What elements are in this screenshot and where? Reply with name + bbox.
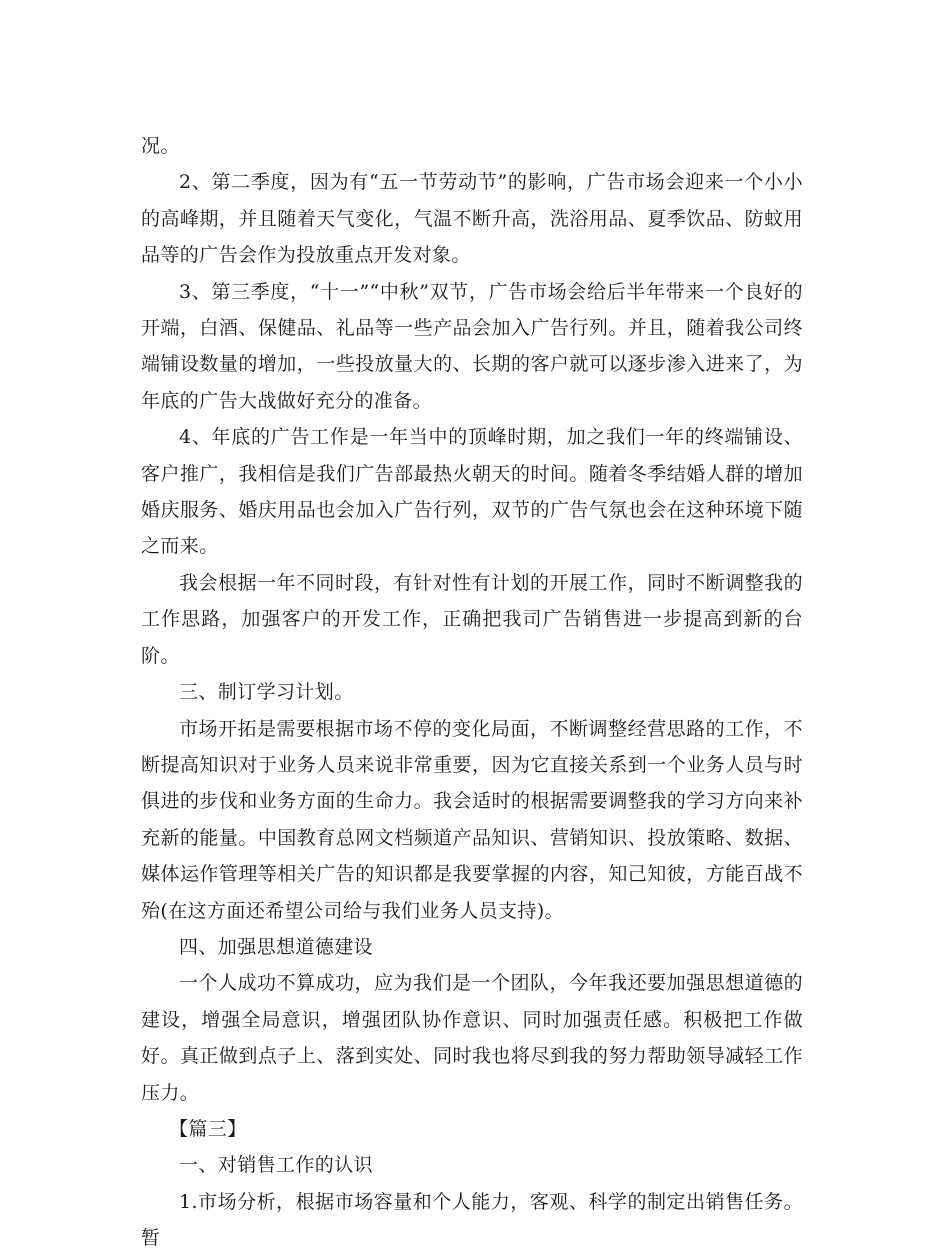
- document-body: [141, 128, 803, 1257]
- section-heading-study-plan: 三、制订学习计划。: [179, 681, 354, 704]
- paragraph-moral-building: 一个人成功不算成功，应为我们是一个团队，今年我还要加强思想道德的建设，增强全局意识，增强团队协作意识、同时加强责任感。积极把工作做好。真正做到点子上、落到实处、同时我也将尽到我的努力帮助领导减轻工作压力。: [141, 972, 803, 1104]
- section-heading-moral-building: 四、加强思想道德建设: [179, 935, 374, 958]
- paragraph-third-quarter: 3、第三季度，“十一”“中秋”双节，广告市场会给后半年带来一个良好的开端，白酒、保健品、礼品等一些产品会加入广告行列。并且，随着我公司终端铺设数量的增加，一些投放量大的、长期的客户就可以逐步渗入进来了，为年底的广告大战做好充分的准备。: [141, 280, 803, 412]
- part-heading-three: 【篇三】: [169, 1117, 247, 1140]
- paragraph-continuation: 况。: [141, 135, 180, 157]
- paragraph-year-end: 4、年底的广告工作是一年当中的顶峰时期，加之我们一年的终端铺设、客户推广，我相信是我们广告部最热火朝天的时间。随着冬季结婚人群的增加婚庆服务、婚庆用品也会加入广告行列，双节的广告气氛也会在这种环境下随之而来。: [141, 426, 803, 558]
- paragraph-study-plan: 市场开拓是需要根据市场不停的变化局面，不断调整经营思路的工作，不断提高知识对于业务人员来说非常重要，因为它直接关系到一个业务人员与时俱进的步伐和业务方面的生命力。我会适时的根据需要调整我的学习方向来补充新的能量。中国教育总网文档频道产品知识、营销知识、投放策略、数据、媒体运作管理等相关广告的知识都是我要掌握的内容，知己知彼，方能百战不殆(在这方面还希望公司给与我们业务人员支持)。: [141, 717, 803, 922]
- paragraph-market-analysis: 1.市场分析，根据市场容量和个人能力，客观、科学的制定出销售任务。暂: [141, 1190, 803, 1250]
- section-heading-sales-understanding: 一、对销售工作的认识: [179, 1154, 374, 1177]
- paragraph-second-quarter: 2、第二季度，因为有“五一节劳动节”的影响，广告市场会迎来一个小小的高峰期，并且随着天气变化，气温不断升高，洗浴用品、夏季饮品、防蚊用品等的广告会作为投放重点开发对象。: [141, 171, 803, 267]
- paragraph-work-plan: 我会根据一年不同时段，有针对性有计划的开展工作，同时不断调整我的工作思路，加强客户的开发工作，正确把我司广告销售进一步提高到新的台阶。: [141, 571, 803, 667]
